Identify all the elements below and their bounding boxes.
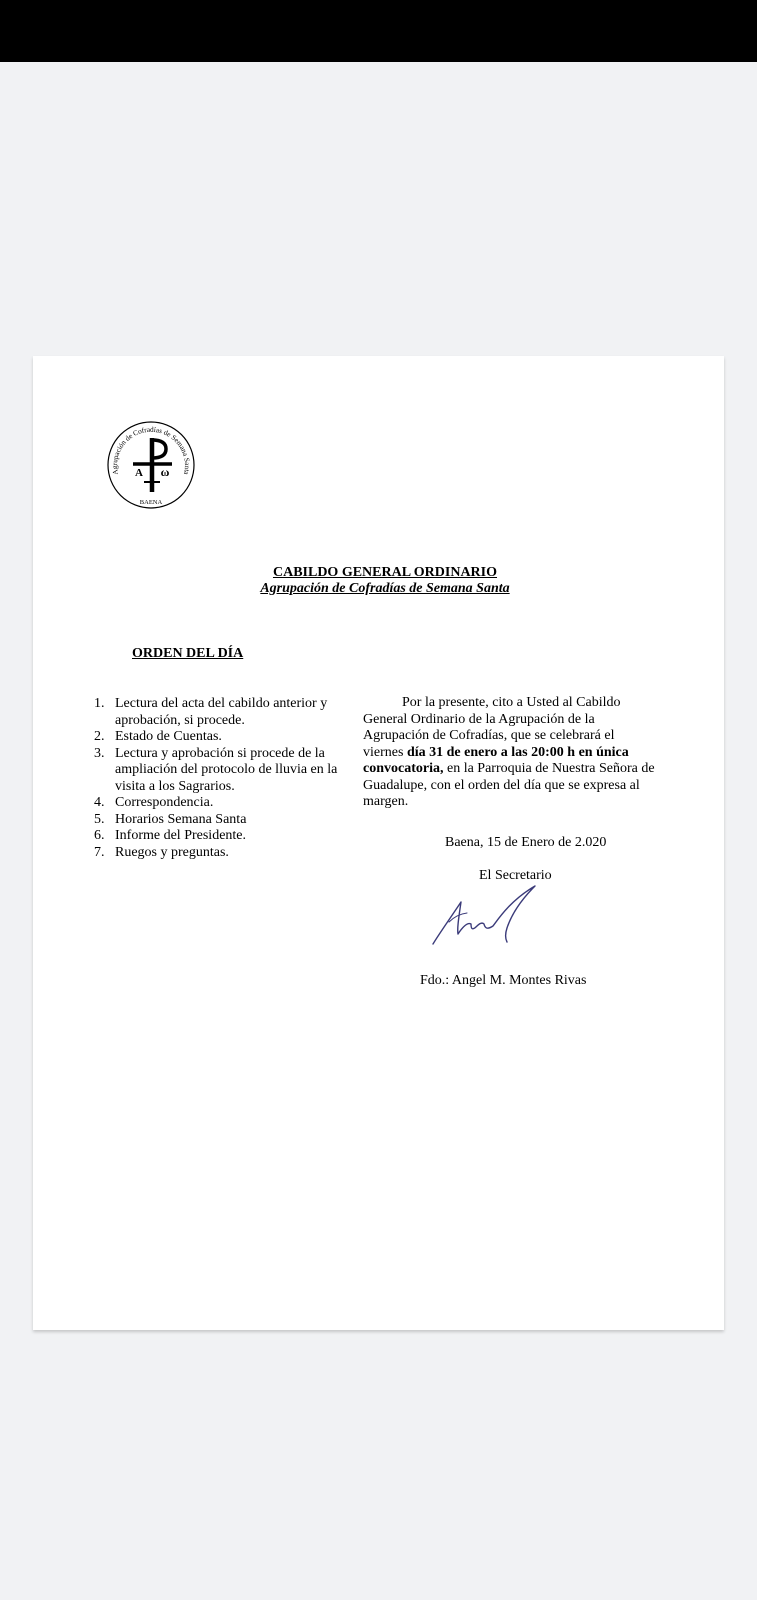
seal-bottom-text: BAENA (139, 499, 163, 506)
agenda-item (94, 746, 364, 796)
agenda-item-text: Informe del Presidente. (115, 828, 247, 843)
status-bar (0, 0, 757, 62)
agenda-item-text: Lectura del acta del cabildo anterior y aprobación, si procede. (115, 696, 328, 728)
agenda-item-number: 2. (94, 729, 105, 744)
agenda-item (94, 696, 364, 729)
agenda-item-text: Estado de Cuentas. (115, 729, 222, 744)
agenda-item-number: 5. (94, 811, 105, 827)
signer-role: El Secretario (479, 868, 552, 883)
agenda-item (94, 795, 364, 812)
agenda-item-text: Correspondencia. (115, 795, 214, 810)
place-and-date: Baena, 15 de Enero de 2.020 (445, 835, 607, 850)
agenda-item (94, 828, 364, 845)
convocation-date-time: día 31 de enero a las 20:00 h en única convocatoria, (363, 744, 629, 776)
document-page (33, 356, 724, 1330)
agenda-list (94, 696, 364, 861)
agenda-item-number: 4. (94, 795, 105, 810)
document-title: CABILDO GENERAL ORDINARIO (272, 565, 498, 580)
convocation-rest: en la Parroquia de Nuestra Señora de Guadalupe, con el orden del día que se expresa al margen. (363, 761, 655, 809)
svg-text:A: A (135, 467, 143, 479)
document-subtitle: Agrupación de Cofradías de Semana Santa (260, 581, 510, 596)
agenda-item-number: 3. (94, 745, 105, 761)
document-header (33, 565, 724, 597)
agenda-item (94, 812, 364, 829)
agenda-item-number: 6. (94, 828, 105, 843)
agenda-item-number: 1. (94, 696, 105, 711)
agenda-item-text: Ruegos y preguntas. (115, 844, 229, 860)
convocation-paragraph (363, 695, 658, 811)
cofradias-seal-logo (106, 420, 196, 510)
agenda-heading: ORDEN DEL DÍA (132, 646, 244, 661)
agenda-item (94, 729, 364, 746)
agenda-item (94, 845, 364, 862)
agenda-item-text: Horarios Semana Santa (115, 811, 247, 827)
handwritten-signature (427, 878, 547, 948)
agenda-item-number: 7. (94, 844, 105, 860)
svg-text:ω: ω (160, 465, 170, 479)
agenda-item-text: Lectura y aprobación si procede de la ampliación del protocolo de lluvia en la visita a los Sagrarios. (115, 745, 338, 794)
seal-arc-text: Agrupación de Cofradías de Semana Santa (110, 425, 192, 476)
signed-by: Fdo.: Angel M. Montes Rivas (420, 973, 587, 988)
convocation-intro: Por la presente, cito a Usted al Cabildo General Ordinario de la Agrupación de la Agrupación de Cofradías, que se celebrará el viernes (363, 695, 621, 760)
